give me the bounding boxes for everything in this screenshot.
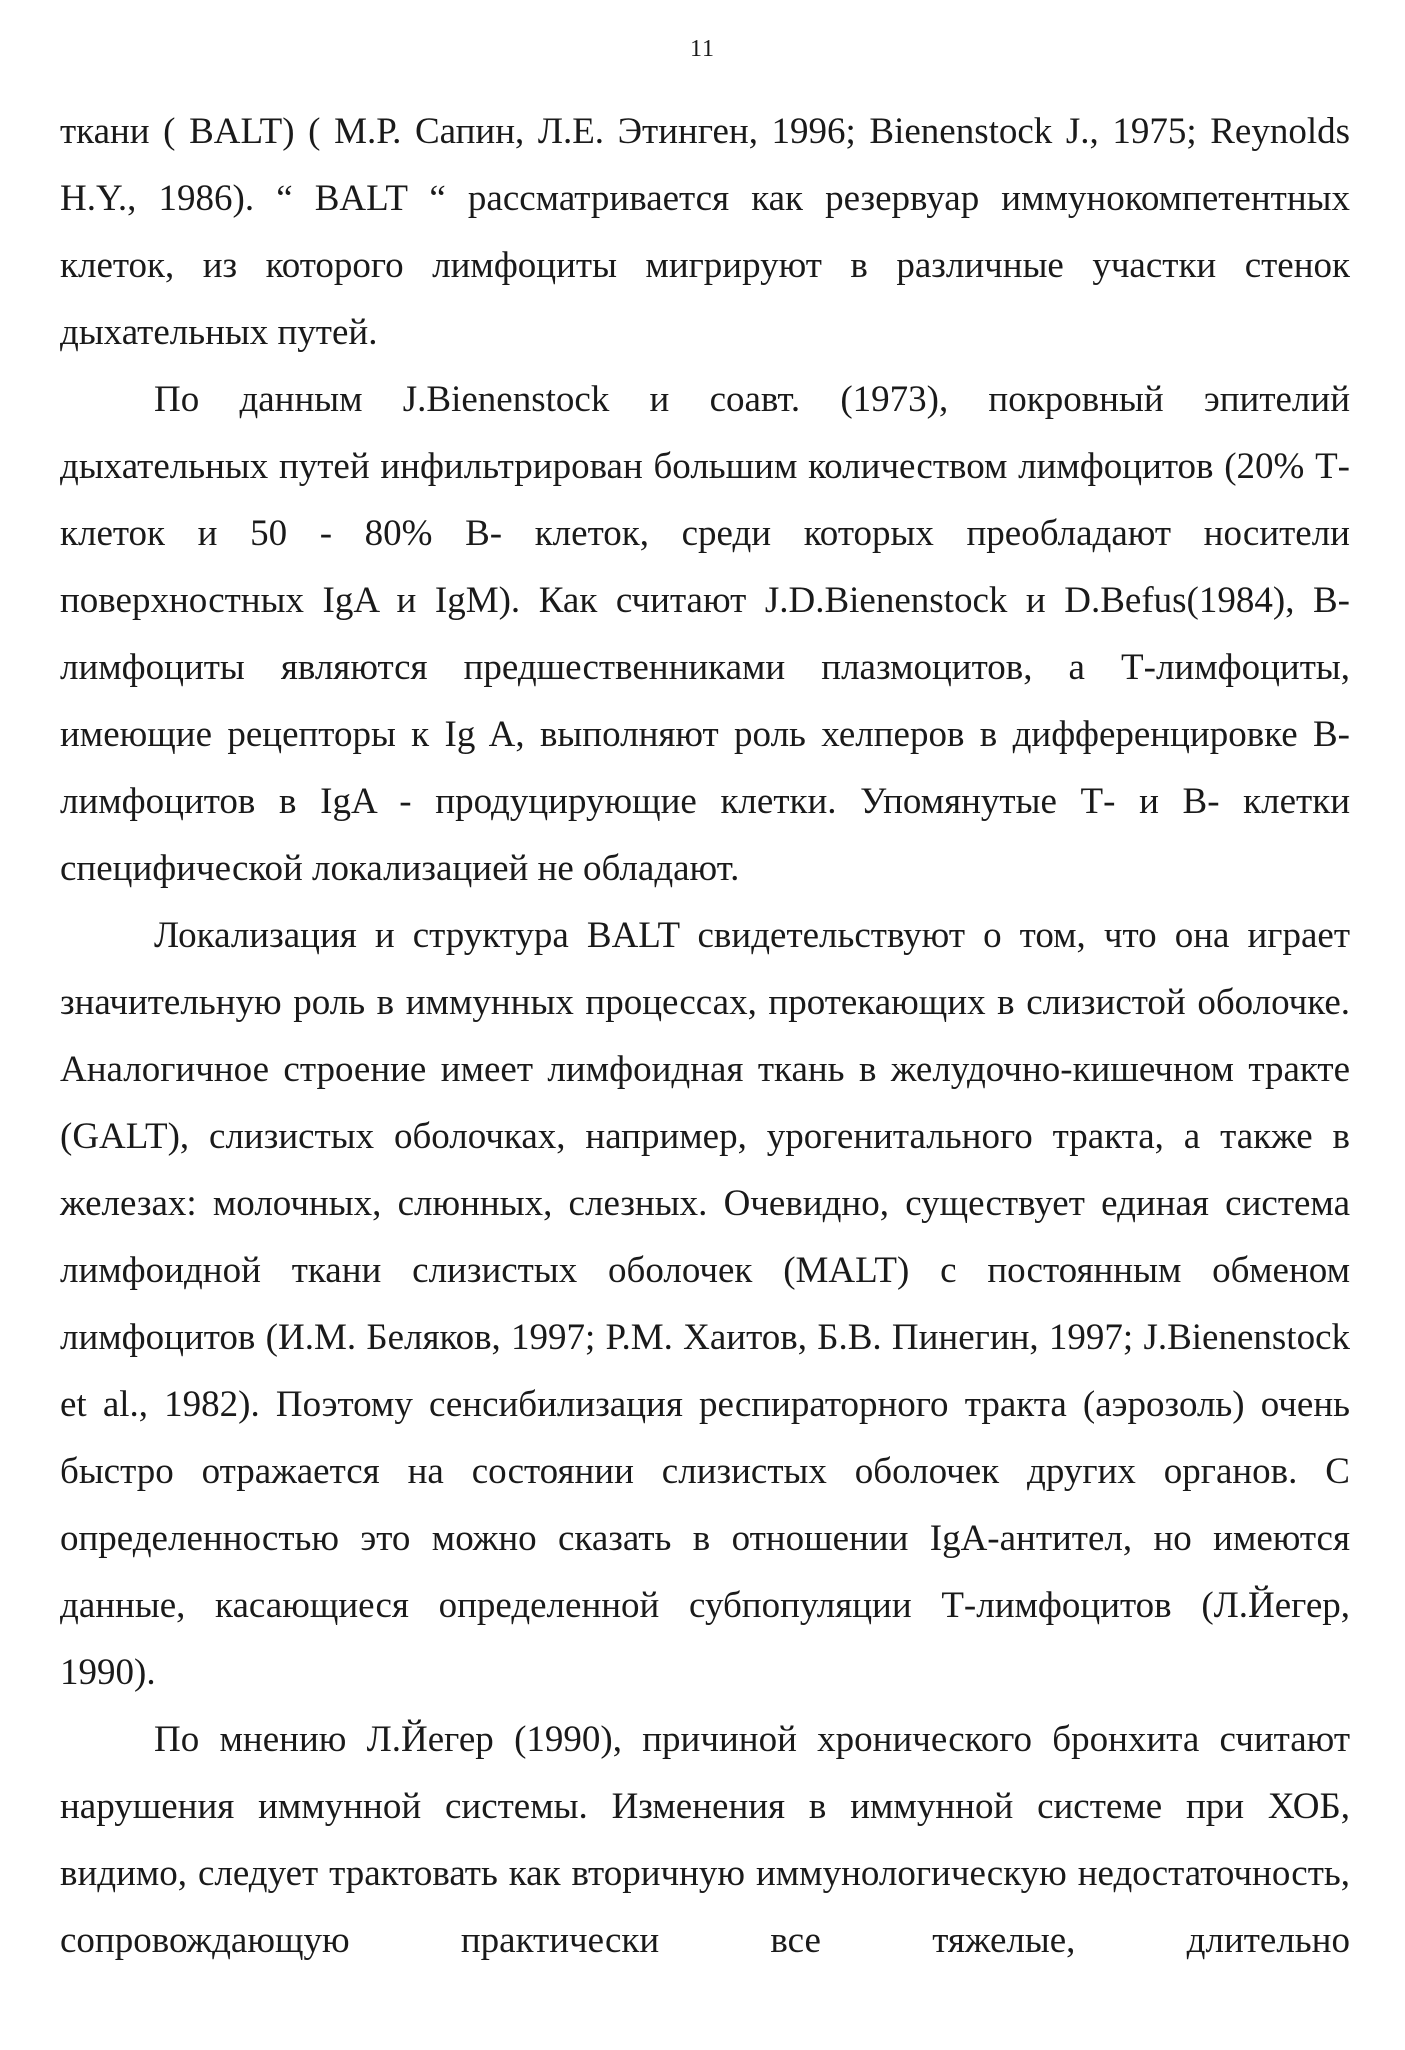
paragraph-continuation: ткани ( BALT) ( М.Р. Сапин, Л.Е. Этинген, 1996; Bienenstock J., 1975; Reynolds H.Y., 1986). “ BALT “ рассматривается как резервуар иммунокомпетентных клеток, из которого лимфоциты мигрируют в различные участки стенок дыхательных путей. xyxy=(60,111,1350,353)
paragraph-chronic-bronchitis: По мнению Л.Йегер (1990), причиной хронического бронхита считают нарушения иммунной системы. Изменения в иммунной системе при ХОБ, видимо, следует трактовать как вторичную иммунологическую недостаточность, сопровождающую практически все тяжелые, длительно xyxy=(60,1719,1350,1961)
page-number: 11 xyxy=(689,36,716,62)
body-text xyxy=(60,98,1350,1974)
paragraph-bienenstock: По данным J.Bienenstock и соавт. (1973), покровный эпителий дыхательных путей инфильтрирован большим количеством лимфоцитов (20% Т-клеток и 50 - 80% В- клеток, среди которых преобладают носители поверхностных IgA и IgM). Как считают J.D.Bienenstock и D.Befus(1984), В-лимфоциты являются предшественниками плазмоцитов, а Т-лимфоциты, имеющие рецепторы к Ig A, выполняют роль хелперов в дифференцировке В-лимфоцитов в IgA - продуцирующие клетки. Упомянутые Т- и В- клетки специфической локализацией не обладают. xyxy=(60,379,1350,889)
paragraph-balt-localization: Локализация и структура BALT свидетельствуют о том, что она играет значительную роль в иммунных процессах, протекающих в слизистой оболочке. Аналогичное строение имеет лимфоидная ткань в желудочно-кишечном тракте (GALT), слизистых оболочках, например, урогенитального тракта, а также в железах: молочных, слюнных, слезных. Очевидно, существует единая система лимфоидной ткани слизистых оболочек (MALT) с постоянным обменом лимфоцитов (И.М. Беляков, 1997; Р.М. Хаитов, Б.В. Пинегин, 1997; J.Bienenstock et al., 1982). Поэтому сенсибилизация респираторного тракта (аэрозоль) очень быстро отражается на состоянии слизистых оболочек других органов. С определенностью это можно сказать в отношении IgA-антител, но имеются данные, касающиеся определенной субпопуляции Т-лимфоцитов (Л.Йегер, 1990). xyxy=(60,915,1350,1693)
